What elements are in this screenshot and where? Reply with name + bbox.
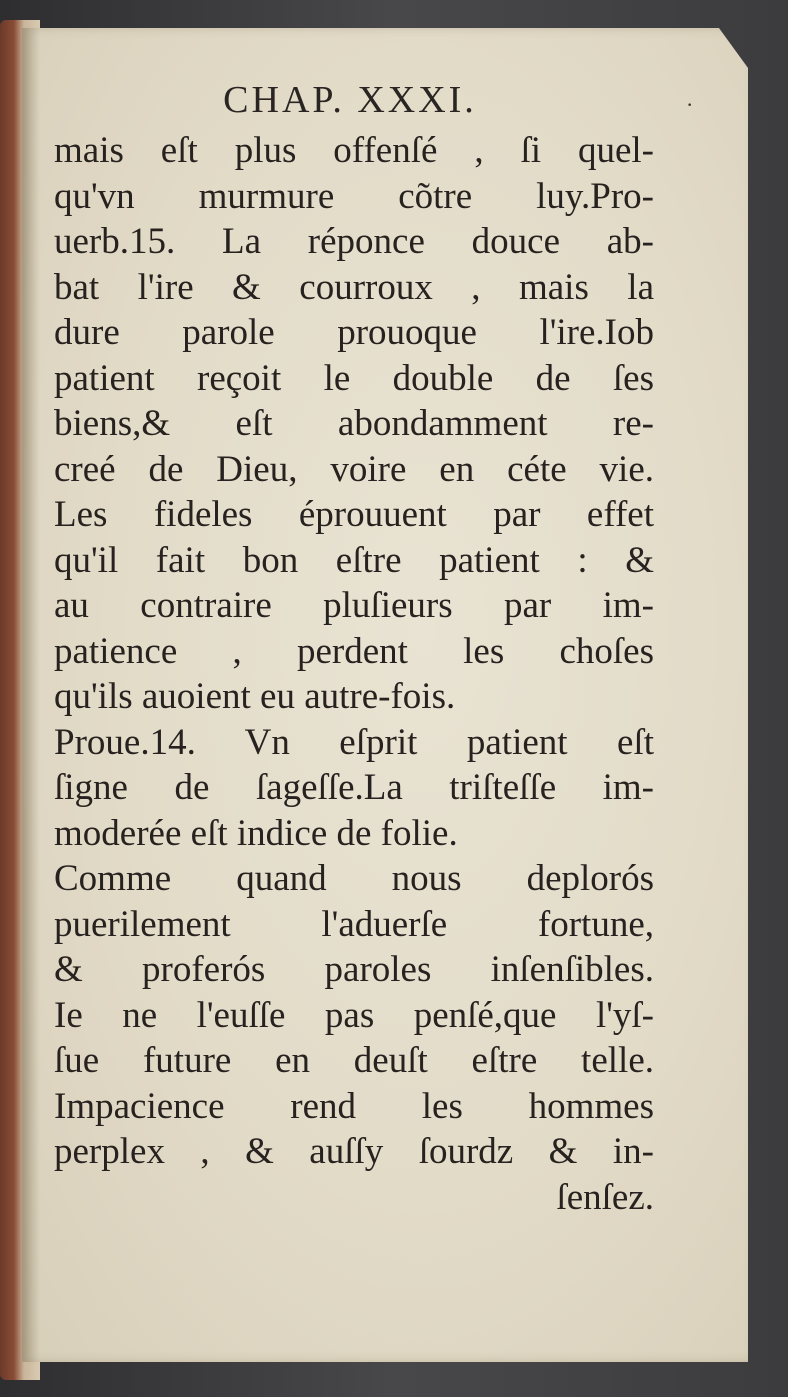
text-line: qu'ils auoient eu autre-fois. — [54, 676, 456, 717]
text-line: mais eſt plus offenſé , ſi quel- — [54, 130, 654, 171]
text-line: Les fideles éprouuent par effet — [54, 494, 654, 535]
margin-speck: · — [686, 92, 694, 117]
text-line: ſenſez. — [556, 1176, 654, 1218]
text-line: Impacience rend les hommes — [54, 1085, 654, 1127]
text-line: Proue.14. Vn eſprit patient eſt — [54, 721, 654, 763]
text-line: puerilement l'aduerſe fortune, — [54, 903, 654, 945]
text-line: Comme quand nous deplorós — [54, 858, 654, 899]
page-gutter-shadow — [22, 28, 40, 1362]
text-line: & proferós paroles inſenſibles. — [54, 949, 654, 990]
page-body-text — [54, 128, 654, 1220]
text-line: biens,& eſt abondamment re- — [54, 403, 654, 444]
chapter-heading: CHAP. XXXI. — [223, 79, 477, 121]
text-line: qu'il fait bon eſtre patient : & — [54, 539, 654, 581]
text-line: moderée eſt indice de folie. — [54, 812, 458, 854]
text-line: patient reçoit le double de ſes — [54, 357, 654, 399]
text-line: patience , perdent les choſes — [54, 630, 654, 672]
text-line: uerb.15. La réponce douce ab- — [54, 221, 654, 262]
text-line: dure parole prouoque l'ire.Iob — [54, 312, 654, 353]
text-line: Ie ne l'euſſe pas penſé,que l'yſ- — [54, 994, 654, 1036]
text-line: ſigne de ſageſſe.La triſteſſe im- — [54, 767, 654, 808]
text-line: perplex , & auſſy ſourdz & in- — [54, 1131, 654, 1172]
text-line: qu'vn murmure cõtre luy.Pro- — [54, 175, 654, 217]
text-line: bat l'ire & courroux , mais la — [54, 266, 654, 308]
text-line: au contraire pluſieurs par im- — [54, 585, 654, 626]
text-line: ſue future en deuſt eſtre telle. — [54, 1040, 654, 1081]
text-line: creé de Dieu, voire en céte vie. — [54, 448, 654, 490]
